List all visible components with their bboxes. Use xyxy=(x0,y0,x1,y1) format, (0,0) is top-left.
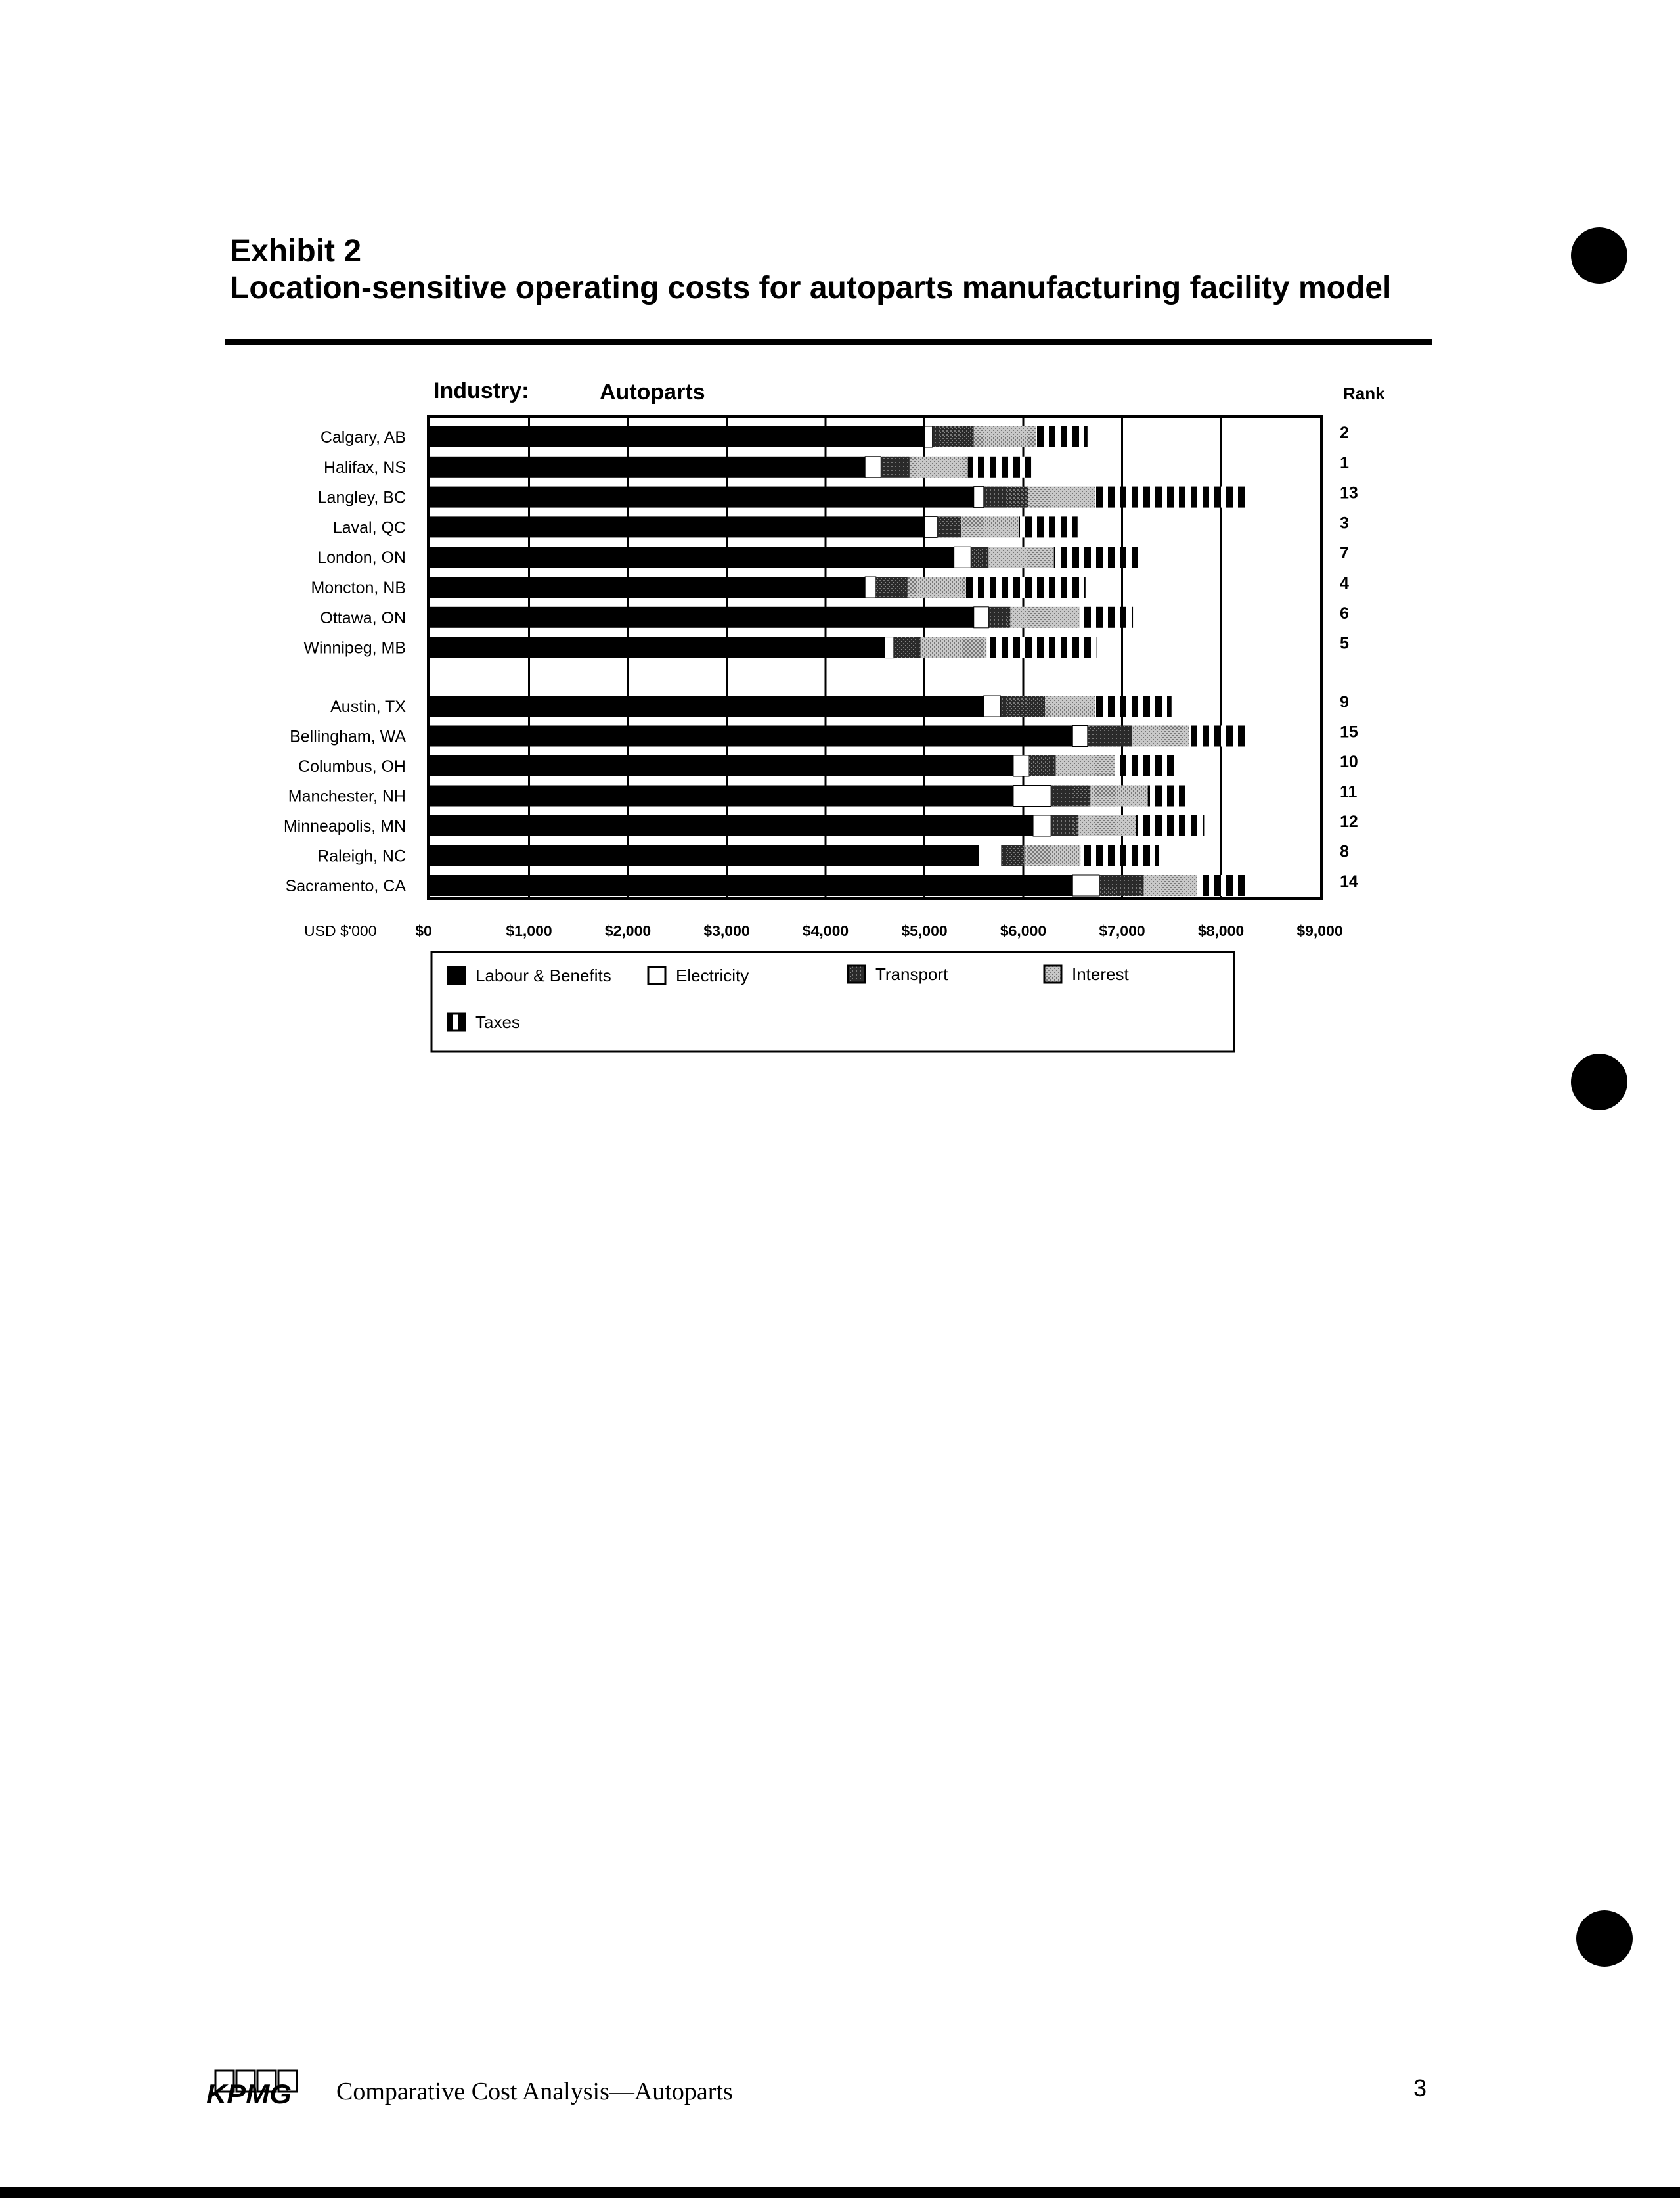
bar-segment xyxy=(933,426,974,447)
bar-segment xyxy=(1080,845,1159,866)
x-tick-label: $6,000 xyxy=(1000,922,1047,939)
x-unit-label: USD $'000 xyxy=(304,922,377,939)
bar-segment xyxy=(1002,845,1025,866)
category-label: Columbus, OH xyxy=(298,757,406,776)
bar-segment xyxy=(1051,815,1078,836)
legend-label: Interest xyxy=(1072,964,1129,984)
rank-label: 8 xyxy=(1340,842,1349,861)
bar-segment xyxy=(979,845,1002,866)
bar-segment xyxy=(1045,696,1095,717)
category-label: Austin, TX xyxy=(330,698,406,716)
bar-segment xyxy=(1028,487,1095,508)
bar-segment xyxy=(1136,815,1205,836)
bar-segment xyxy=(430,516,925,537)
bar-segment xyxy=(430,696,984,717)
category-labels xyxy=(284,428,407,895)
bar-segment xyxy=(1019,516,1078,537)
bar-segment xyxy=(1088,726,1132,747)
rank-label: 13 xyxy=(1340,483,1358,503)
bar-segment xyxy=(430,607,974,628)
rank-label: Rank xyxy=(1343,384,1385,403)
category-label: Bellingham, WA xyxy=(290,727,406,746)
bar-segment xyxy=(1090,786,1147,807)
bar-segment xyxy=(988,607,1010,628)
category-label: London, ON xyxy=(317,549,406,568)
x-tick-label: $1,000 xyxy=(506,922,552,939)
industry-label: Industry: xyxy=(433,378,529,403)
bar-segment xyxy=(1095,487,1250,508)
rank-label: 3 xyxy=(1340,514,1349,533)
bar-segment xyxy=(971,547,988,568)
bar-segment xyxy=(968,457,1031,478)
x-tick-label: $9,000 xyxy=(1296,922,1343,939)
category-label: Sacramento, CA xyxy=(285,877,406,895)
bar-segment xyxy=(1115,755,1176,776)
bar-segment xyxy=(1072,875,1099,896)
bar-segment xyxy=(988,547,1053,568)
rank-label: 11 xyxy=(1340,782,1358,801)
legend-label: Transport xyxy=(875,964,948,984)
category-label: Halifax, NS xyxy=(323,458,406,477)
bar-segment xyxy=(1054,547,1140,568)
x-tick-label: $0 xyxy=(415,922,432,939)
exhibit-label: Exhibit 2 xyxy=(230,234,362,269)
bar-segment xyxy=(885,637,894,658)
bar-segment xyxy=(1072,726,1088,747)
category-label: Langley, BC xyxy=(317,488,406,507)
bar-segment xyxy=(920,637,986,658)
rank-label: 9 xyxy=(1340,693,1349,711)
svg-text:KPMG: KPMG xyxy=(206,2078,292,2106)
bar-segment xyxy=(430,815,1033,836)
bar-segment xyxy=(966,577,1086,598)
bar-segment xyxy=(1000,696,1045,717)
x-tick-label: $7,000 xyxy=(1099,922,1145,939)
x-tick-labels xyxy=(415,922,1342,939)
bar-segment xyxy=(1078,815,1136,836)
rank-label: 14 xyxy=(1340,872,1358,891)
bar-segment xyxy=(1029,755,1056,776)
bar-segment xyxy=(1025,845,1081,866)
bar-segment xyxy=(1033,815,1051,836)
bar-segment xyxy=(974,607,989,628)
bar-segment xyxy=(430,875,1072,896)
bars-group xyxy=(430,426,1250,896)
bar-segment xyxy=(430,577,865,598)
bar-segment xyxy=(865,457,881,478)
bar-segment xyxy=(1148,786,1185,807)
category-label: Moncton, NB xyxy=(311,579,406,597)
category-label: Minneapolis, MN xyxy=(283,817,406,836)
rank-labels xyxy=(1340,424,1358,891)
bar-segment xyxy=(1036,426,1088,447)
bar-segment xyxy=(876,577,908,598)
bar-segment xyxy=(925,426,933,447)
bar-segment xyxy=(430,786,1013,807)
legend-swatch xyxy=(448,1014,465,1031)
industry-value: Autoparts xyxy=(600,380,705,405)
bar-segment xyxy=(1189,726,1245,747)
bar-segment xyxy=(984,487,1028,508)
legend xyxy=(448,964,1129,1032)
category-label: Calgary, AB xyxy=(320,428,406,447)
category-label: Raleigh, NC xyxy=(317,847,406,866)
bar-segment xyxy=(1056,755,1115,776)
bar-segment xyxy=(430,457,865,478)
bar-segment xyxy=(1144,875,1197,896)
bar-segment xyxy=(1051,786,1090,807)
category-label: Manchester, NH xyxy=(288,787,406,806)
page-number: 3 xyxy=(1413,2075,1427,2101)
x-tick-label: $3,000 xyxy=(703,922,750,939)
rank-label: 6 xyxy=(1340,604,1349,623)
kpmg-logo xyxy=(205,2069,303,2106)
legend-swatch xyxy=(848,966,865,983)
bar-segment xyxy=(974,426,1036,447)
category-label: Winnipeg, MB xyxy=(303,639,406,658)
bar-segment xyxy=(1010,607,1079,628)
bar-segment xyxy=(430,845,979,866)
bar-segment xyxy=(1095,696,1172,717)
binder-hole-bottom xyxy=(1576,1910,1633,1967)
legend-label: Taxes xyxy=(475,1012,520,1032)
bar-segment xyxy=(984,696,1001,717)
bar-segment xyxy=(1099,875,1144,896)
bar-segment xyxy=(430,426,925,447)
bar-segment xyxy=(894,637,921,658)
legend-swatch xyxy=(1044,966,1061,983)
bar-segment xyxy=(430,755,1013,776)
footer-text: Comparative Cost Analysis—Autoparts xyxy=(336,2078,733,2105)
bar-segment xyxy=(910,457,968,478)
rank-label: 15 xyxy=(1340,723,1358,742)
bar-segment xyxy=(1197,875,1247,896)
bar-segment xyxy=(974,487,984,508)
x-tick-label: $5,000 xyxy=(901,922,948,939)
legend-label: Labour & Benefits xyxy=(475,966,611,985)
bar-segment xyxy=(430,726,1072,747)
bar-segment xyxy=(961,516,1019,537)
x-tick-label: $4,000 xyxy=(802,922,849,939)
bar-segment xyxy=(1013,786,1051,807)
bar-segment xyxy=(908,577,966,598)
bar-segment xyxy=(1132,726,1189,747)
page-bottom-border xyxy=(0,2187,1680,2198)
rank-label: 5 xyxy=(1340,634,1349,653)
bar-segment xyxy=(430,547,954,568)
bar-segment xyxy=(430,637,885,658)
x-tick-label: $8,000 xyxy=(1197,922,1245,939)
rank-label: 4 xyxy=(1340,574,1349,593)
bar-segment xyxy=(986,637,1096,658)
legend-swatch xyxy=(448,967,465,984)
bar-segment xyxy=(1013,755,1029,776)
bar-segment xyxy=(865,577,876,598)
rank-label: 7 xyxy=(1340,544,1349,563)
x-tick-label: $2,000 xyxy=(604,922,652,939)
category-label: Laval, QC xyxy=(332,518,406,537)
category-label: Ottawa, ON xyxy=(320,608,406,627)
bar-segment xyxy=(937,516,961,537)
legend-swatch xyxy=(648,967,665,984)
rank-label: 12 xyxy=(1340,813,1358,831)
bar-segment xyxy=(430,487,974,508)
rank-label: 2 xyxy=(1340,424,1349,442)
bar-segment xyxy=(1080,607,1133,628)
bar-segment xyxy=(954,547,971,568)
rank-label: 10 xyxy=(1340,753,1358,771)
bar-segment xyxy=(925,516,938,537)
legend-label: Electricity xyxy=(676,966,749,985)
rank-label: 1 xyxy=(1340,453,1349,472)
bar-segment xyxy=(881,457,910,478)
exhibit-title: Location-sensitive operating costs for autoparts manufacturing facility model xyxy=(230,271,1392,305)
